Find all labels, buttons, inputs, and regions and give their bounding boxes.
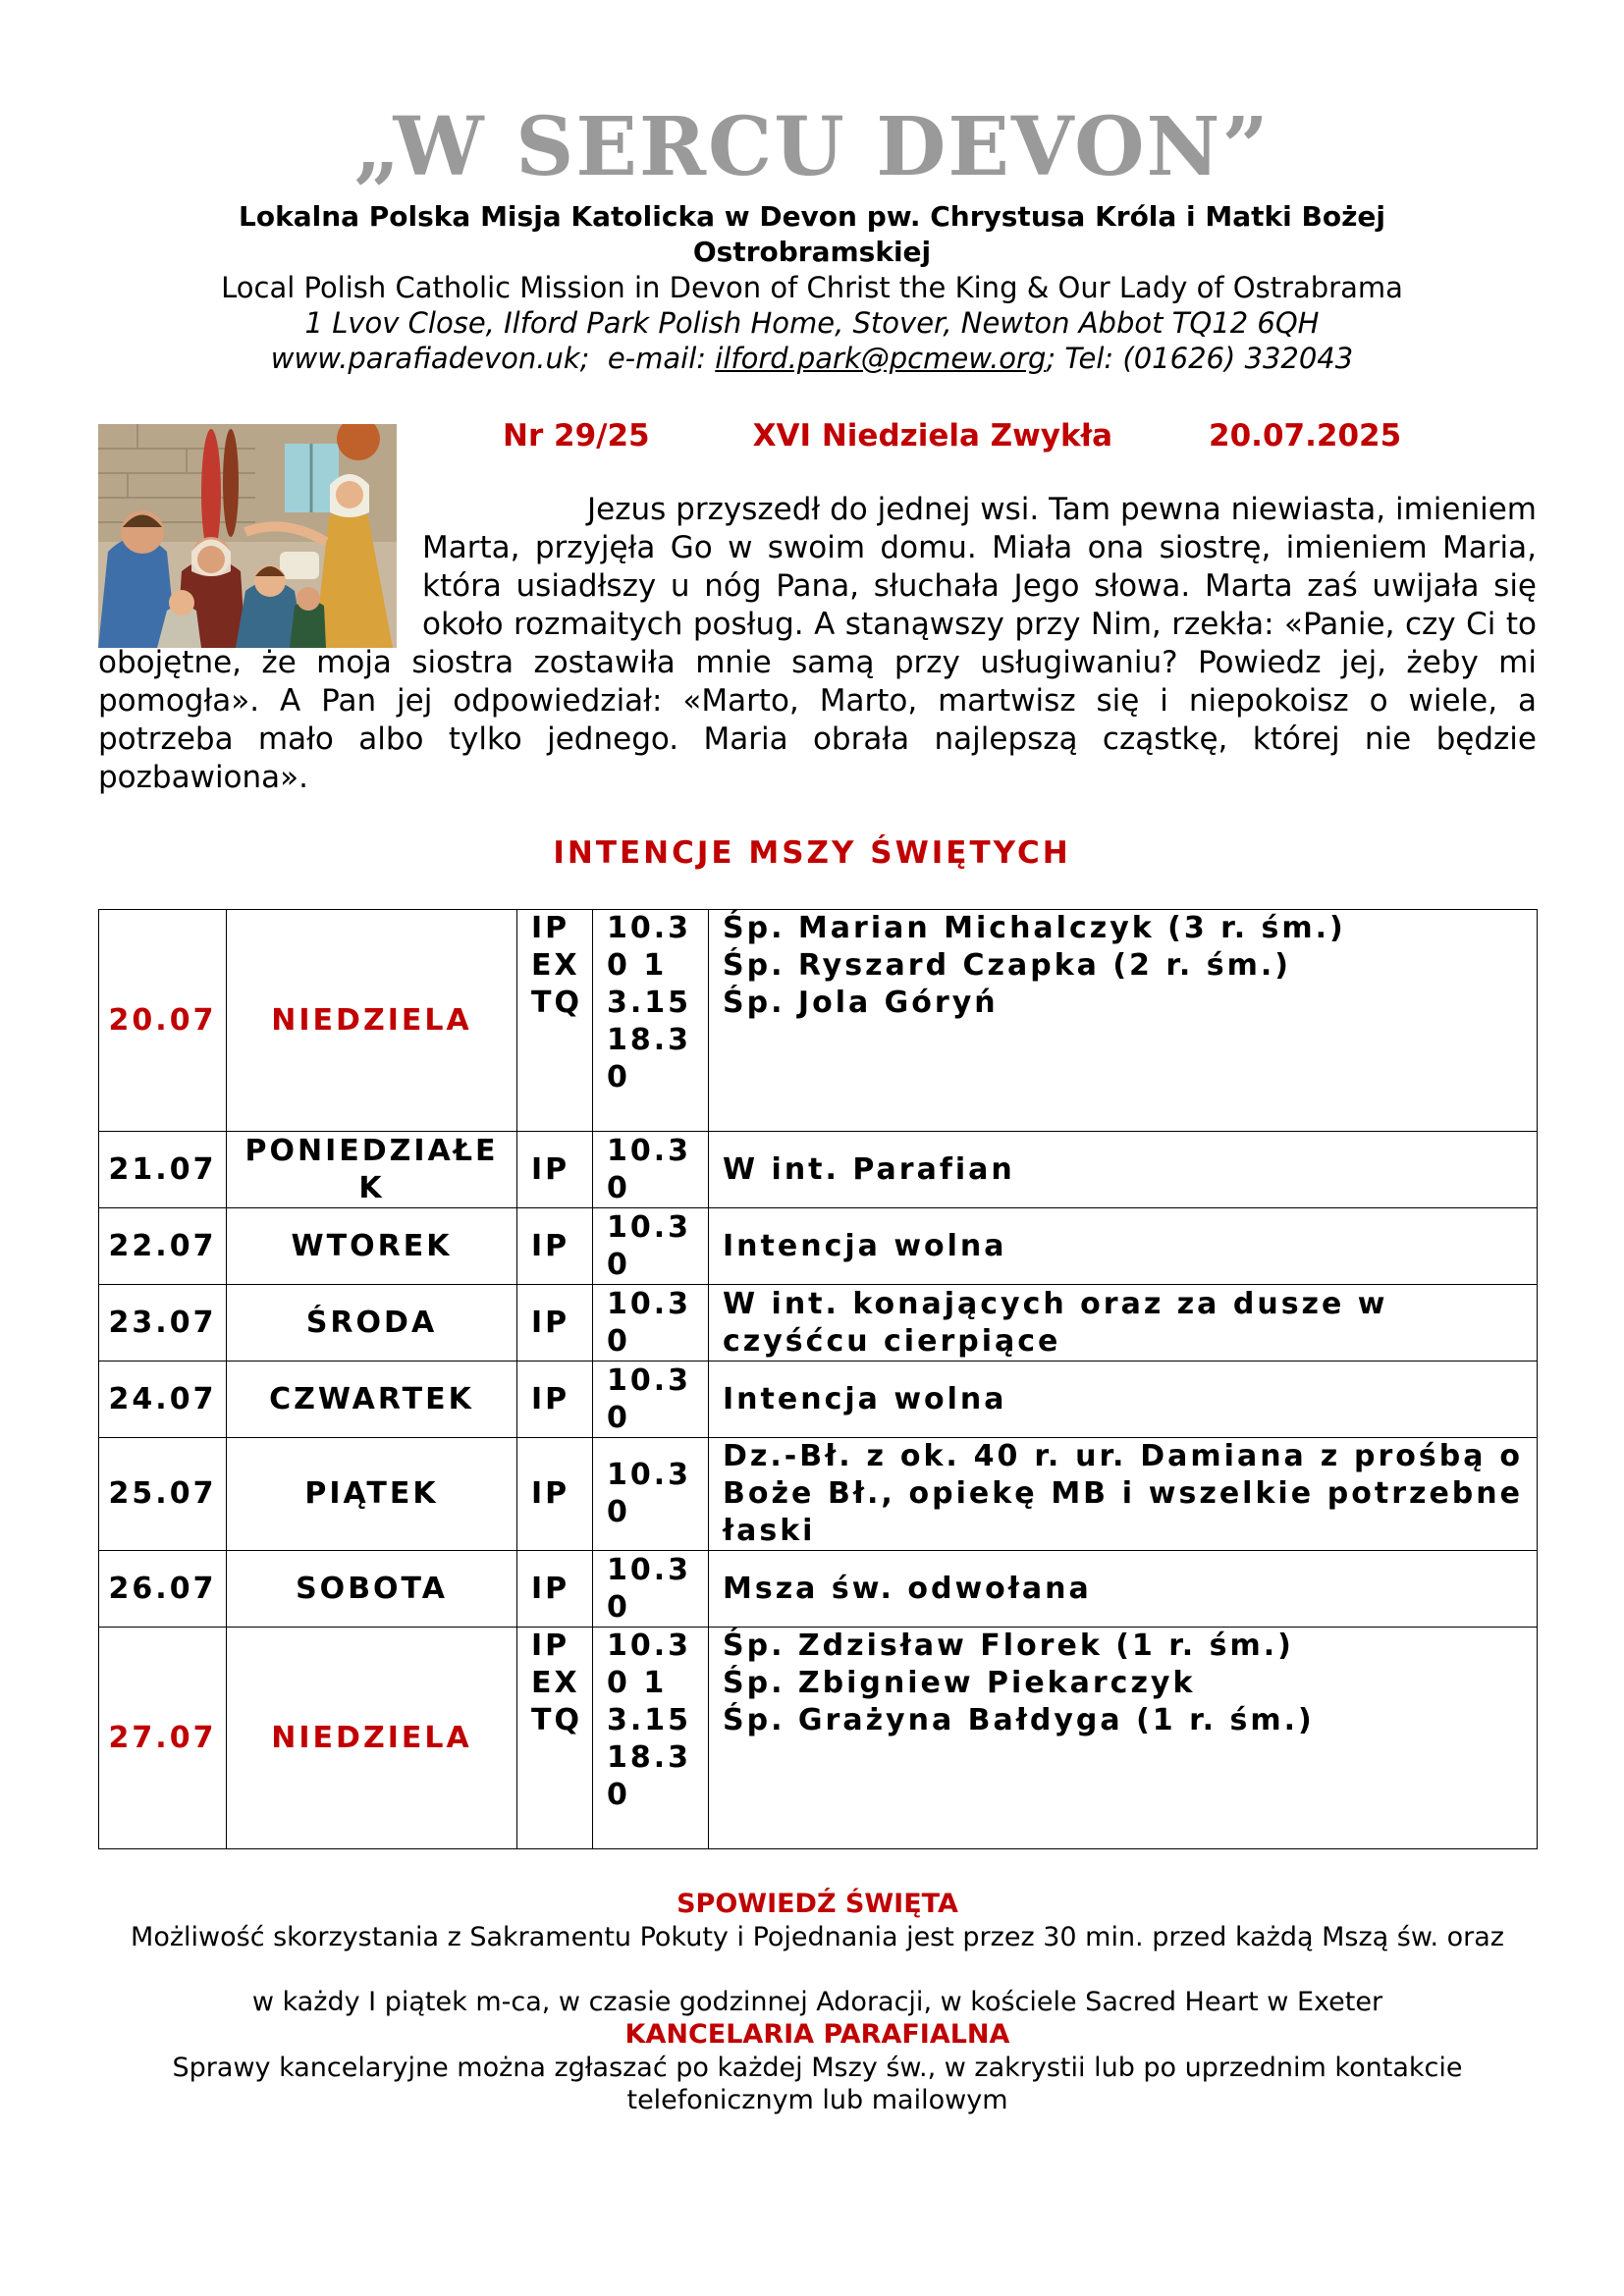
intention-item: Intencja wolna xyxy=(723,1228,1007,1263)
table-row xyxy=(99,1285,1538,1362)
mass-date: 23.07 xyxy=(99,1285,227,1362)
footer-info xyxy=(98,1888,1537,2116)
intention-item: Intencja wolna xyxy=(723,1381,1007,1416)
mass-time: 10.30 xyxy=(593,1285,709,1362)
mass-intentions xyxy=(709,1208,1538,1285)
mass-time: 10.30 xyxy=(593,1208,709,1285)
mass-date: 27.07 xyxy=(99,1628,227,1849)
mass-intentions xyxy=(709,1551,1538,1628)
mass-intentions xyxy=(709,1438,1538,1551)
intention-item: Msza św. odwołana xyxy=(723,1571,1092,1606)
mass-rite: IP xyxy=(517,1438,593,1551)
intention-item: Śp. Grażyna Bałdyga (1 r. śm.) xyxy=(723,1703,1315,1737)
mass-date: 25.07 xyxy=(99,1438,227,1551)
table-row xyxy=(99,1132,1538,1208)
mass-intentions-heading: INTENCJE MSZY ŚWIĘTYCH xyxy=(553,835,1071,871)
image-wrap-spacer xyxy=(98,491,422,644)
table-row xyxy=(99,1208,1538,1285)
mass-day: NIEDZIELA xyxy=(227,910,517,1132)
mass-day: PIĄTEK xyxy=(227,1438,517,1551)
mass-table-body xyxy=(99,910,1538,1849)
gospel-passage xyxy=(98,491,1537,797)
mass-time: 10.30 xyxy=(593,1362,709,1438)
gospel-text: Jezus przyszedł do jednej wsi. Tam pewna niewiasta, imieniem Marta, przyjęła Go w swoim domu. Miała ona siostrę, imieniem Maria, która usiadłszy u nóg Pana, słuchała Jego słowa. Marta zaś uwijała się około rozmaitych posług. A stanąwszy przy Nim, rzekła: «Panie, czy Ci to obojętne, że moja siostra zostawiła mnie samą przy usługiwaniu? Powiedz jej, żeby mi pomogła». A Pan jej odpowiedział: «Marto, Marto, martwisz się i niepokoisz o wiele, a potrzeba mało albo tylko jednego. Maria obrała najlepszą cząstkę, której nie będzie pozbawiona». xyxy=(98,492,1537,795)
mass-rite: IPEXTQ xyxy=(517,1628,593,1849)
mass-date: 24.07 xyxy=(99,1362,227,1438)
mass-day: ŚRODA xyxy=(227,1285,517,1362)
mission-address: 1 Lvov Close, Ilford Park Polish Home, Stover, Newton Abbot TQ12 6QH xyxy=(304,306,1320,340)
mass-rite: IP xyxy=(517,1208,593,1285)
mass-time: 10.30 xyxy=(593,1551,709,1628)
email-label: e-mail: xyxy=(607,342,707,375)
issue-date: 20.07.2025 xyxy=(1209,418,1402,454)
mass-date: 26.07 xyxy=(99,1551,227,1628)
intention-item: Śp. Ryszard Czapka (2 r. śm.) xyxy=(723,948,1291,983)
mission-name-english: Local Polish Catholic Mission in Devon of Christ the King & Our Lady of Ostrabrama xyxy=(221,271,1403,304)
phone-text: ; Tel: (01626) 332043 xyxy=(1046,342,1354,375)
mass-intentions xyxy=(709,910,1538,1132)
table-row xyxy=(99,1362,1538,1438)
parish-office-text: Sprawy kancelaryjne można zgłaszać po każdej Mszy św., w zakrystii lub po uprzednim kontakcie telefonicznym lub mailowym xyxy=(172,2053,1463,2115)
mass-time: 10.30 xyxy=(593,1438,709,1551)
intention-item: Dz.-Bł. z ok. 40 r. ur. Damiana z prośbą o Boże Bł., opiekę MB i wszelkie potrzebne łaski xyxy=(723,1439,1523,1548)
confession-text-line1: Możliwość skorzystania z Sakramentu Pokuty i Pojednania jest przez 30 min. przed każdą Mszą św. oraz xyxy=(131,1922,1504,1952)
mass-day: PONIEDZIAŁEK xyxy=(227,1132,517,1208)
mass-time: 10.30 13.15 18.30 xyxy=(593,910,709,1132)
mass-day: CZWARTEK xyxy=(227,1362,517,1438)
intention-item: Śp. Zdzisław Florek (1 r. śm.) xyxy=(723,1629,1294,1663)
intention-item: W int. Parafian xyxy=(723,1151,1015,1187)
parish-office-heading: KANCELARIA PARAFIALNA xyxy=(624,2019,1010,2050)
table-row xyxy=(99,910,1538,1132)
mass-rite: IP xyxy=(517,1285,593,1362)
intention-item: Śp. Marian Michalczyk (3 r. śm.) xyxy=(723,911,1346,945)
table-row xyxy=(99,1438,1538,1551)
intention-item: Śp. Zbigniew Piekarczyk xyxy=(723,1666,1196,1700)
email-link[interactable]: ilford.park@pcmew.org xyxy=(715,342,1047,375)
mass-date: 20.07 xyxy=(99,910,227,1132)
confession-text-line2: w każdy I piątek m-ca, w czasie godzinnej Adoracji, w kościele Sacred Heart w Exeter xyxy=(251,1987,1383,2017)
website-text: www.parafiadevon.uk; xyxy=(270,342,590,375)
mission-header xyxy=(147,199,1477,376)
mass-intentions xyxy=(709,1285,1538,1362)
mass-date: 21.07 xyxy=(99,1132,227,1208)
table-row xyxy=(99,1551,1538,1628)
mass-time: 10.30 xyxy=(593,1132,709,1208)
intention-item: Śp. Jola Góryń xyxy=(723,986,999,1020)
mass-rite: IPEXTQ xyxy=(517,910,593,1132)
liturgical-sunday: XVI Niedziela Zwykła xyxy=(752,418,1113,454)
mass-rite: IP xyxy=(517,1551,593,1628)
mass-day: NIEDZIELA xyxy=(227,1628,517,1849)
mass-day: WTOREK xyxy=(227,1208,517,1285)
mass-time: 10.30 13.15 18.30 xyxy=(593,1628,709,1849)
mass-intentions xyxy=(709,1132,1538,1208)
mission-name-polish: Lokalna Polska Misja Katolicka w Devon pw. Chrystusa Króla i Matki Bożej Ostrobramskiej xyxy=(239,200,1385,268)
bulletin-title: „W SERCU DEVON” xyxy=(353,100,1271,194)
mass-date: 22.07 xyxy=(99,1208,227,1285)
mass-intentions-table xyxy=(98,909,1538,1849)
issue-info-line xyxy=(503,416,1401,455)
mass-intentions xyxy=(709,1628,1538,1849)
mass-day: SOBOTA xyxy=(227,1551,517,1628)
intention-item: W int. konających oraz za dusze w czyśćcu cierpiące xyxy=(723,1286,1388,1359)
mass-intentions xyxy=(709,1362,1538,1438)
mass-rite: IP xyxy=(517,1362,593,1438)
confession-heading: SPOWIEDŹ ŚWIĘTA xyxy=(677,1889,958,1919)
issue-number: Nr 29/25 xyxy=(503,418,650,454)
mass-rite: IP xyxy=(517,1132,593,1208)
contact-line xyxy=(147,341,1477,376)
table-row xyxy=(99,1628,1538,1849)
